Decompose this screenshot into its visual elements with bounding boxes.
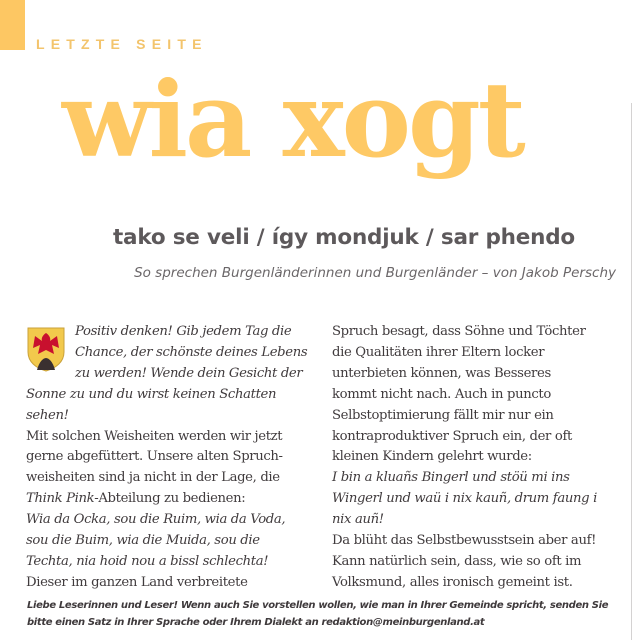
think-pink-term: Think Pink — [26, 491, 95, 507]
article-line: Da blüht das Selbstbewusstsein aber auf! — [332, 533, 597, 549]
article-line: unterbieten können, was Besseres — [332, 365, 551, 381]
article-line: Kann natürlich sein, dass, wie so oft im — [332, 553, 582, 569]
article-line: kommt nicht nach. Auch in puncto — [332, 386, 551, 402]
article-line: Chance, der schönste deines Lebens — [75, 344, 308, 360]
article-column-left — [26, 322, 326, 594]
article-line: Dieser im ganzen Land verbreitete — [26, 574, 248, 590]
subtitle: tako se veli / így mondjuk / sar phendo — [112, 225, 575, 250]
article-line: Spruch besagt, dass Söhne und Töchter — [332, 324, 586, 339]
article-line: die Qualitäten ihrer Eltern locker — [332, 344, 545, 360]
reader-call-to-action — [27, 597, 627, 631]
article-line-rest: -Abteilung zu bedienen: — [94, 491, 246, 507]
article-line: gerne abgefüttert. Unsere alten Spruch- — [26, 449, 283, 465]
article-line: zu werden! Wende dein Gesicht der — [75, 365, 303, 381]
dialect-quote-line: Wingerl und waü i nix kauñ, drum faung i — [332, 491, 597, 507]
byline: So sprechen Burgenländerinnen und Burgenländer – von Jakob Perschy — [134, 265, 616, 281]
article-line: kontraproduktiver Spruch ein, der oft — [332, 428, 572, 444]
dialect-quote-line: Wia da Ocka, sou die Ruim, wia da Voda, — [26, 512, 286, 528]
article-line-mixed — [26, 489, 326, 510]
article-line: kleinen Kindern gelehrt wurde: — [332, 449, 532, 465]
article-line: Sonne zu und du wirst keinen Schatten — [26, 386, 277, 402]
section-kicker: LETZTE SEITE — [36, 36, 208, 52]
page-edge-divider — [631, 103, 632, 640]
dialect-quote-line: sou die Buim, wia die Muida, sou die — [26, 533, 260, 549]
article-line: Mit solchen Weisheiten werden wir jetzt — [26, 428, 283, 444]
dialect-quote-line: I bin a kluañs Bingerl und stöü mi ins — [332, 470, 570, 486]
footer-line — [27, 614, 627, 631]
contact-email-link[interactable]: redaktion@meinburgenland.at — [321, 617, 485, 628]
dialect-quote-line: nix auñ! — [332, 512, 384, 528]
footer-text: bitte einen Satz in Ihrer Sprache oder Ihrem Dialekt an — [27, 617, 322, 628]
section-accent-block — [0, 0, 25, 50]
article-line: Positiv denken! Gib jedem Tag die — [75, 324, 292, 339]
article-line: Selbstoptimierung fällt mir nur ein — [332, 407, 554, 423]
page-title: wia xogt — [62, 58, 523, 181]
dialect-quote-line: Techta, nia hoid nou a bissl schlechta! — [26, 553, 269, 569]
article-line: sehen! — [26, 407, 69, 423]
footer-line: Liebe Leserinnen und Leser! Wenn auch Sie vorstellen wollen, wie man in Ihrer Gemeinde spricht, senden Sie — [27, 600, 609, 611]
article-column-right — [332, 322, 622, 594]
article-line: weisheiten sind ja nicht in der Lage, die — [26, 470, 280, 486]
article-line: Volksmund, alles ironisch gemeint ist. — [332, 574, 573, 590]
